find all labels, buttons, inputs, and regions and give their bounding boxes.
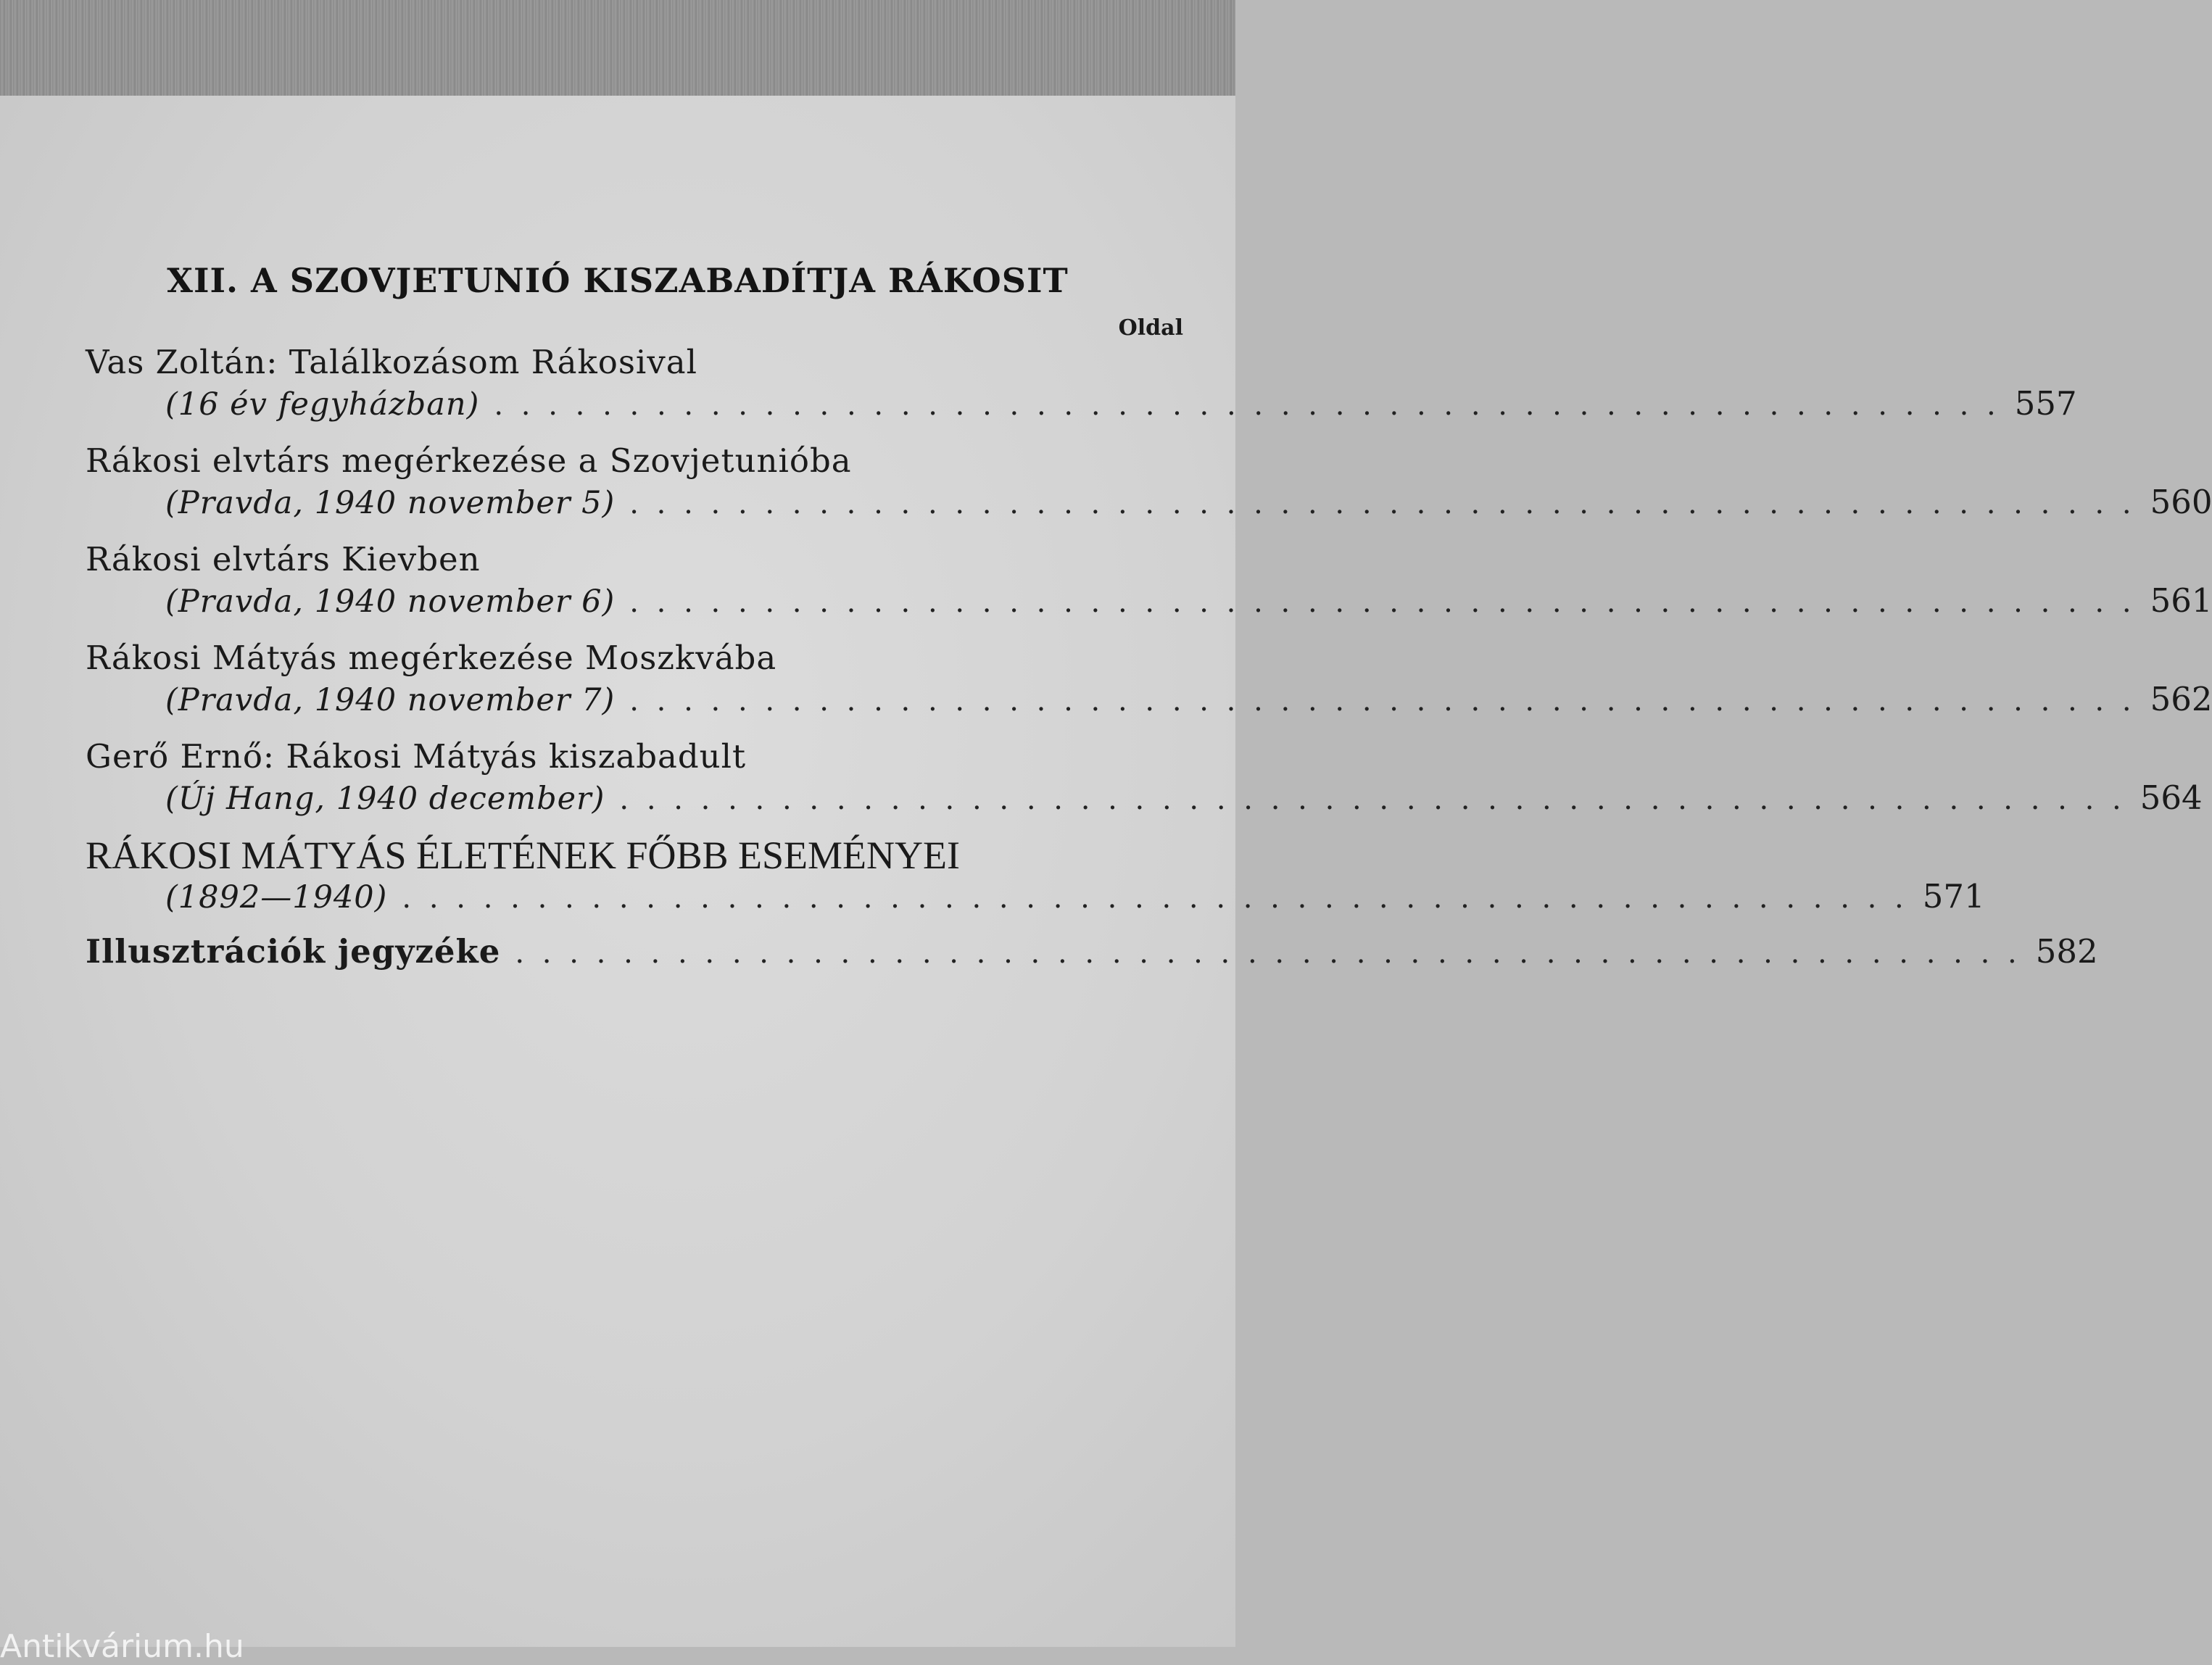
- entry-source: (Új Hang, 1940 december): [165, 781, 605, 817]
- toc-entry: [86, 735, 2203, 822]
- dot-leader: . . . . . . . . . . . . . . . . . . . . . . . . . . . . . . . . . . . . . . . . . . . . . . . . . . . . . . . .: [494, 389, 2000, 422]
- entry-source-line: [86, 483, 2212, 526]
- dot-leader: . . . . . . . . . . . . . . . . . . . . . . . . . . . . . . . . . . . . . . . . . . . . . . . . . . . . . . . .: [402, 881, 1908, 915]
- dot-leader: . . . . . . . . . . . . . . . . . . . . . . . . . . . . . . . . . . . . . . . . . . . . . . . . . . . . . . . .: [629, 684, 2136, 718]
- entry-source-line: [86, 680, 2212, 723]
- watermark: Antikvárium.hu: [0, 1628, 244, 1665]
- dot-leader: . . . . . . . . . . . . . . . . . . . . . . . . . . . . . . . . . . . . . . . . . . . . . . . . . . . . . . . .: [629, 487, 2136, 520]
- chapter-title: XII. A SZOVJETUNIÓ KISZABADÍTJA RÁKOSIT: [167, 261, 1069, 300]
- entry-title: Vas Zoltán: Találkozásom Rákosival: [86, 343, 697, 381]
- entry-page-number: 561: [2150, 581, 2212, 620]
- toc-entry: [86, 834, 1985, 921]
- entry-source-line: [86, 581, 2212, 625]
- entry-title: RÁKOSI MÁTYÁS ÉLETÉNEK FŐBB ESEMÉNYEI: [86, 834, 960, 877]
- entry-source: (Pravda, 1940 november 5): [165, 485, 616, 521]
- entry-page-number: 564: [2139, 778, 2203, 817]
- dot-leader: . . . . . . . . . . . . . . . . . . . . . . . . . . . . . . . . . . . . . . . . . . . . . . . . . . . . . . . .: [619, 783, 2126, 816]
- entry-source: (1892—1940): [165, 879, 388, 915]
- entry-source: (Pravda, 1940 november 7): [165, 682, 616, 718]
- toc-entry: [86, 439, 2212, 526]
- entry-title: Rákosi Mátyás megérkezése Moszkvába: [86, 639, 777, 677]
- entry-page-number: 562: [2150, 680, 2212, 718]
- entry-source-line: [86, 384, 2077, 428]
- toc-entry-last: [86, 932, 2098, 979]
- entry-source-line: [86, 877, 1985, 921]
- entry-source-line: [86, 778, 2203, 822]
- toc-entry: [86, 538, 2212, 625]
- dot-leader: . . . . . . . . . . . . . . . . . . . . . . . . . . . . . . . . . . . . . . . . . . . . . . . . . . . . . . . .: [515, 937, 2021, 970]
- dot-leader: . . . . . . . . . . . . . . . . . . . . . . . . . . . . . . . . . . . . . . . . . . . . . . . . . . . . . . . .: [629, 586, 2136, 619]
- table-of-contents: [86, 341, 2212, 979]
- toc-entry: [86, 636, 2212, 723]
- entry-title: Gerő Ernő: Rákosi Mátyás kiszabadult: [86, 737, 747, 776]
- entry-title: Illusztrációk jegyzéke: [86, 932, 501, 971]
- entry-page-number: 571: [1922, 877, 1985, 915]
- page-column-label: Oldal: [1118, 315, 1183, 341]
- entry-page-number: 582: [2035, 932, 2098, 971]
- entry-page-number: 560: [2150, 483, 2212, 521]
- background-strip: [0, 0, 1235, 101]
- entry-page-number: 557: [2014, 384, 2077, 423]
- entry-source: (16 év fegyházban): [165, 386, 480, 423]
- toc-entry: [86, 341, 2077, 428]
- entry-title: Rákosi elvtárs megérkezése a Szovjetunióba: [86, 441, 852, 480]
- entry-title: Rákosi elvtárs Kievben: [86, 540, 481, 578]
- entry-source: (Pravda, 1940 november 6): [165, 584, 616, 620]
